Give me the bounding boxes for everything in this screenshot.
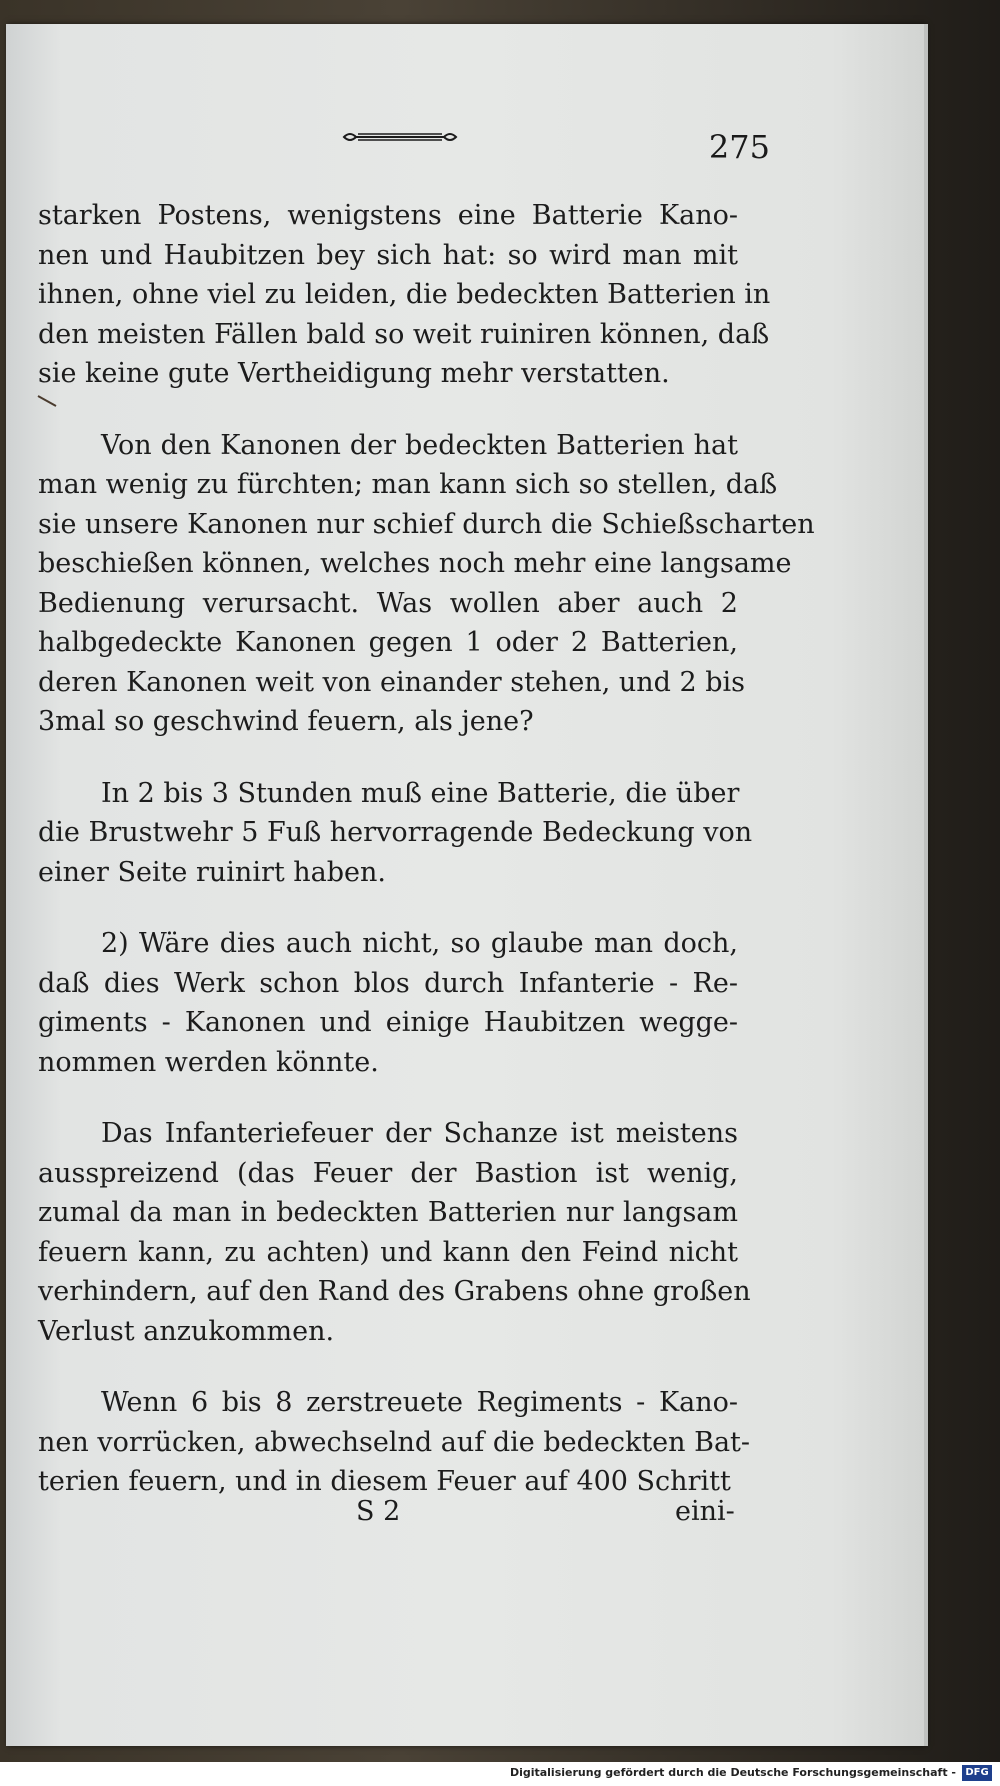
paragraph: [38, 1383, 751, 1502]
text-line: einer Seite ruinirt haben.: [38, 856, 387, 888]
text-line: In 2 bis 3 Stunden muß eine Batterie, die über: [101, 777, 740, 809]
paragraph-gap: [38, 742, 738, 774]
text-line: daß dies Werk schon blos durch Infanterie - Re-: [38, 967, 738, 999]
paragraph-gap: [38, 1351, 738, 1383]
text-line: Bedienung verursacht. Was wollen aber auch 2: [38, 587, 738, 619]
text-line: halbgedeckte Kanonen gegen 1 oder 2 Batterien,: [38, 627, 738, 658]
body-text: [38, 196, 815, 1502]
paragraph: [38, 924, 738, 1082]
text-line: verhindern, auf den Rand des Grabens ohne großen: [38, 1276, 751, 1307]
text-line: sie unsere Kanonen nur schief durch die Schießscharten: [38, 508, 815, 540]
paragraph: [38, 196, 771, 394]
text-line: Das Infanteriefeuer der Schanze ist meistens: [101, 1118, 738, 1149]
text-line: beschießen können, welches noch mehr eine langsame: [38, 548, 792, 579]
text-line: terien feuern, und in diesem Feuer auf 400 Schritt: [38, 1466, 731, 1497]
header-ornament: [340, 130, 460, 144]
text-line: Von den Kanonen der bedeckten Batterien hat: [101, 429, 738, 461]
text-line: deren Kanonen weit von einander stehen, und 2 bis: [38, 666, 746, 698]
paragraph: [38, 1114, 751, 1351]
paragraph: [38, 426, 815, 742]
text-line: nen und Haubitzen bey sich hat: so wird man mit: [38, 239, 738, 271]
text-line: feuern kann, zu achten) und kann den Feind nicht: [38, 1236, 738, 1268]
text-line: man wenig zu fürchten; man kann sich so stellen, daß: [38, 469, 778, 500]
text-line: sie keine gute Vertheidigung mehr verstatten.: [38, 358, 670, 389]
text-line: nen vorrücken, abwechselnd auf die bedeckten Bat-: [38, 1426, 751, 1458]
paragraph: [38, 774, 753, 893]
funding-credit: Digitalisierung gefördert durch die Deutsche Forschungsgemeinschaft -: [509, 1766, 956, 1779]
page-number: 275: [708, 128, 770, 166]
paragraph-gap: [38, 394, 738, 426]
text-line: ausspreizend (das Feuer der Bastion ist wenig,: [38, 1157, 738, 1189]
paragraph-gap: [38, 1082, 738, 1114]
text-line: 3mal so geschwind feuern, als jene?: [38, 706, 534, 737]
text-line: Wenn 6 bis 8 zerstreuete Regiments - Kano-: [101, 1387, 738, 1418]
text-line: nommen werden könnte.: [38, 1046, 379, 1078]
text-line: starken Postens, wenigstens eine Batterie Kano-: [38, 200, 738, 231]
catchword: eini-: [675, 1496, 735, 1527]
text-line: den meisten Fällen bald so weit ruiniren können, daß: [38, 318, 770, 350]
text-line: die Brustwehr 5 Fuß hervorragende Bedeckung von: [38, 817, 753, 848]
signature-mark: S 2: [356, 1496, 401, 1527]
text-line: Verlust anzukommen.: [38, 1315, 335, 1347]
page-edge: [924, 24, 928, 1746]
text-line: ihnen, ohne viel zu leiden, die bedeckten Batterien in: [38, 279, 771, 310]
text-line: giments - Kanonen und einige Haubitzen wegge-: [38, 1007, 738, 1038]
text-line: zumal da man in bedeckten Batterien nur langsam: [38, 1197, 738, 1228]
paragraph-gap: [38, 892, 738, 924]
dfg-logo: DFG: [962, 1765, 992, 1781]
text-line: 2) Wäre dies auch nicht, so glaube man doch,: [101, 928, 738, 959]
